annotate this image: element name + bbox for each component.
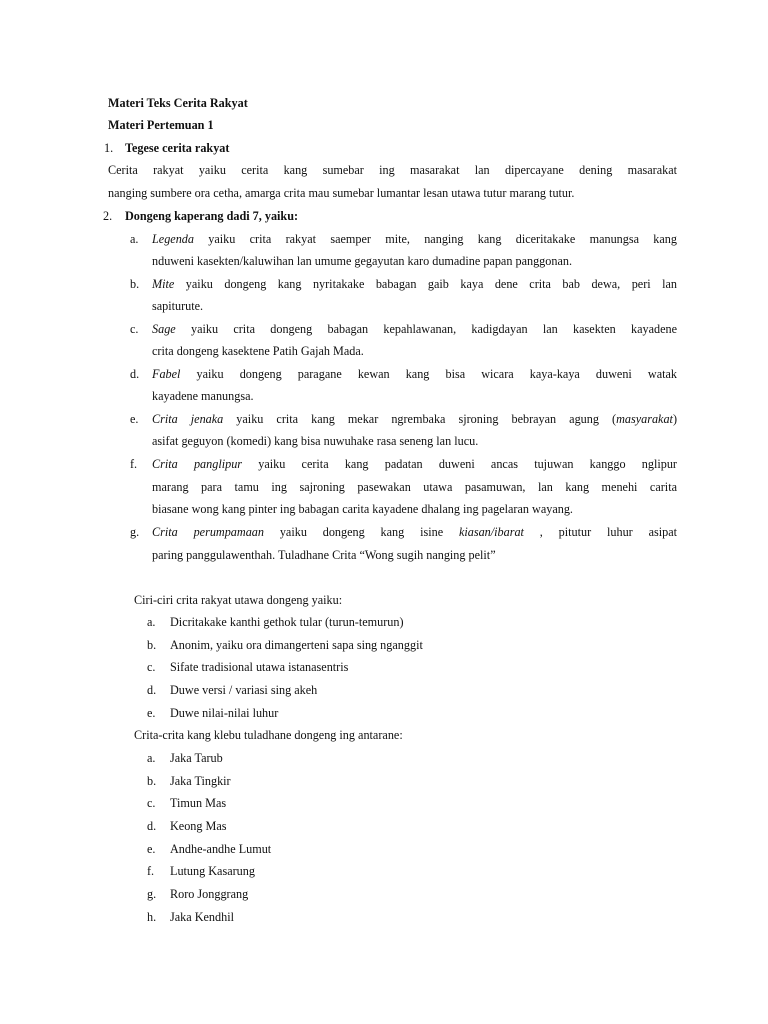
list-marker: e. xyxy=(147,842,156,856)
item-text: yaiku crita kang mekar ngrembaka sjroning bebrayan agung ( xyxy=(223,412,617,426)
list-marker: b. xyxy=(130,277,140,291)
item-text: yaiku dongeng kang isine xyxy=(264,525,459,539)
item-continuation: sapiturute. xyxy=(152,299,204,313)
example-item: Timun Mas xyxy=(170,796,227,810)
list-marker: g. xyxy=(147,887,157,901)
item-text: yaiku dongeng kang nyritakake babagan gaib kaya dene crita bab dewa, peri lan xyxy=(174,277,677,291)
dongeng-item-mite xyxy=(152,276,677,292)
session-title: Materi Pertemuan 1 xyxy=(108,118,214,132)
example-item: Lutung Kasarung xyxy=(170,864,255,878)
item-text: yaiku crita rakyat saemper mite, nanging kang diceritakake manungsa kang xyxy=(193,232,677,246)
item-continuation xyxy=(152,547,496,563)
ciri-item: Duwe nilai-nilai luhur xyxy=(170,706,279,720)
example-item: Jaka Kendhil xyxy=(170,910,234,924)
list-marker: a. xyxy=(147,615,156,629)
dongeng-item-legenda xyxy=(152,231,677,247)
item-text: paring panggulawenthah. xyxy=(152,548,279,562)
item-continuation: asifat geguyon (komedi) kang bisa nuwuhake rasa seneng lan lucu. xyxy=(152,434,479,448)
list-marker: e. xyxy=(130,412,139,426)
list-marker: c. xyxy=(147,796,156,810)
item-text: yaiku dongeng paragane kewan kang bisa wicara kaya-kaya duweni watak xyxy=(180,367,677,381)
section1-line-1: Cerita rakyat yaiku cerita kang sumebar ing masarakat lan dipercayane dening masarakat xyxy=(108,163,677,177)
example-item: Andhe-andhe Lumut xyxy=(170,842,272,856)
list-marker: a. xyxy=(147,751,156,765)
list-marker: d. xyxy=(147,819,157,833)
dongeng-item-crita-jenaka xyxy=(152,411,677,427)
example-item: Roro Jonggrang xyxy=(170,887,249,901)
term-italic: Crita panglipur xyxy=(152,457,243,471)
example-item: Jaka Tarub xyxy=(170,751,223,765)
term-italic: Crita jenaka xyxy=(152,412,224,426)
list-marker: c. xyxy=(130,322,139,336)
list-marker: c. xyxy=(147,660,156,674)
list-marker: b. xyxy=(147,774,157,788)
item-continuation: crita dongeng kasektene Patih Gajah Mada. xyxy=(152,344,364,358)
item-continuation: marang para tamu ing sajroning pasewakan utawa pasamuwan, lan kang menehi carita xyxy=(152,480,677,494)
list-marker: d. xyxy=(130,367,140,381)
item-text: yaiku cerita kang padatan duweni ancas tujuwan kanggo nglipur xyxy=(242,457,677,471)
item-continuation: nduweni kasekten/kaluwihan lan umume gegayutan karo dumadine papan panggonan. xyxy=(152,254,573,268)
italic-word: kiasan/ibarat xyxy=(458,525,524,539)
item-text: , pitutur luhur asipat xyxy=(523,525,677,539)
item-text: ) xyxy=(672,412,677,426)
dongeng-item-sage xyxy=(152,321,677,337)
list-marker: f. xyxy=(130,457,138,471)
ciri-item: Sifate tradisional utawa istanasentris xyxy=(170,660,349,674)
dongeng-item-fabel xyxy=(152,366,677,382)
ciri-intro: Ciri-ciri crita rakyat utawa dongeng yaiku: xyxy=(134,593,343,607)
document-title: Materi Teks Cerita Rakyat xyxy=(108,96,248,110)
italic-word: masyarakat xyxy=(616,412,673,426)
item-continuation: kayadene manungsa. xyxy=(152,389,254,403)
ciri-item: Duwe versi / variasi sing akeh xyxy=(170,683,318,697)
example-story: Tuladhane Crita “Wong sugih nanging pelit” xyxy=(278,548,496,562)
dongeng-item-crita-perumpamaan xyxy=(152,524,677,540)
section2-number: 2. xyxy=(103,209,113,223)
example-item: Keong Mas xyxy=(170,819,227,833)
term-italic: Crita perumpamaan xyxy=(152,525,264,539)
dongeng-item-crita-panglipur xyxy=(152,456,677,472)
list-marker: f. xyxy=(147,864,155,878)
term-italic: Mite xyxy=(152,277,175,291)
section1-line-2: nanging sumbere ora cetha, amarga crita mau sumebar lumantar lesan utawa tutur marang tutur. xyxy=(108,186,575,200)
examples-intro: Crita-crita kang klebu tuladhane dongeng ing antarane: xyxy=(134,728,403,742)
ciri-item: Anonim, yaiku ora dimangerteni sapa sing nganggit xyxy=(170,638,423,652)
term-italic: Legenda xyxy=(152,232,194,246)
list-marker: h. xyxy=(147,910,157,924)
item-text: yaiku crita dongeng babagan kepahlawanan, kadigdayan lan kasekten kayadene xyxy=(175,322,677,336)
section1-number: 1. xyxy=(104,141,114,155)
list-marker: d. xyxy=(147,683,157,697)
term-italic: Fabel xyxy=(152,367,181,381)
list-marker: a. xyxy=(130,232,139,246)
list-marker: g. xyxy=(130,525,140,539)
list-marker: e. xyxy=(147,706,156,720)
example-item: Jaka Tingkir xyxy=(170,774,231,788)
section1-title: Tegese cerita rakyat xyxy=(125,141,230,155)
list-marker: b. xyxy=(147,638,157,652)
ciri-item: Dicritakake kanthi gethok tular (turun-temurun) xyxy=(170,615,404,629)
section2-title: Dongeng kaperang dadi 7, yaiku: xyxy=(125,209,299,223)
term-italic: Sage xyxy=(152,322,176,336)
item-continuation: biasane wong kang pinter ing babagan carita kayadene dhalang ing pagelaran wayang. xyxy=(152,502,573,516)
